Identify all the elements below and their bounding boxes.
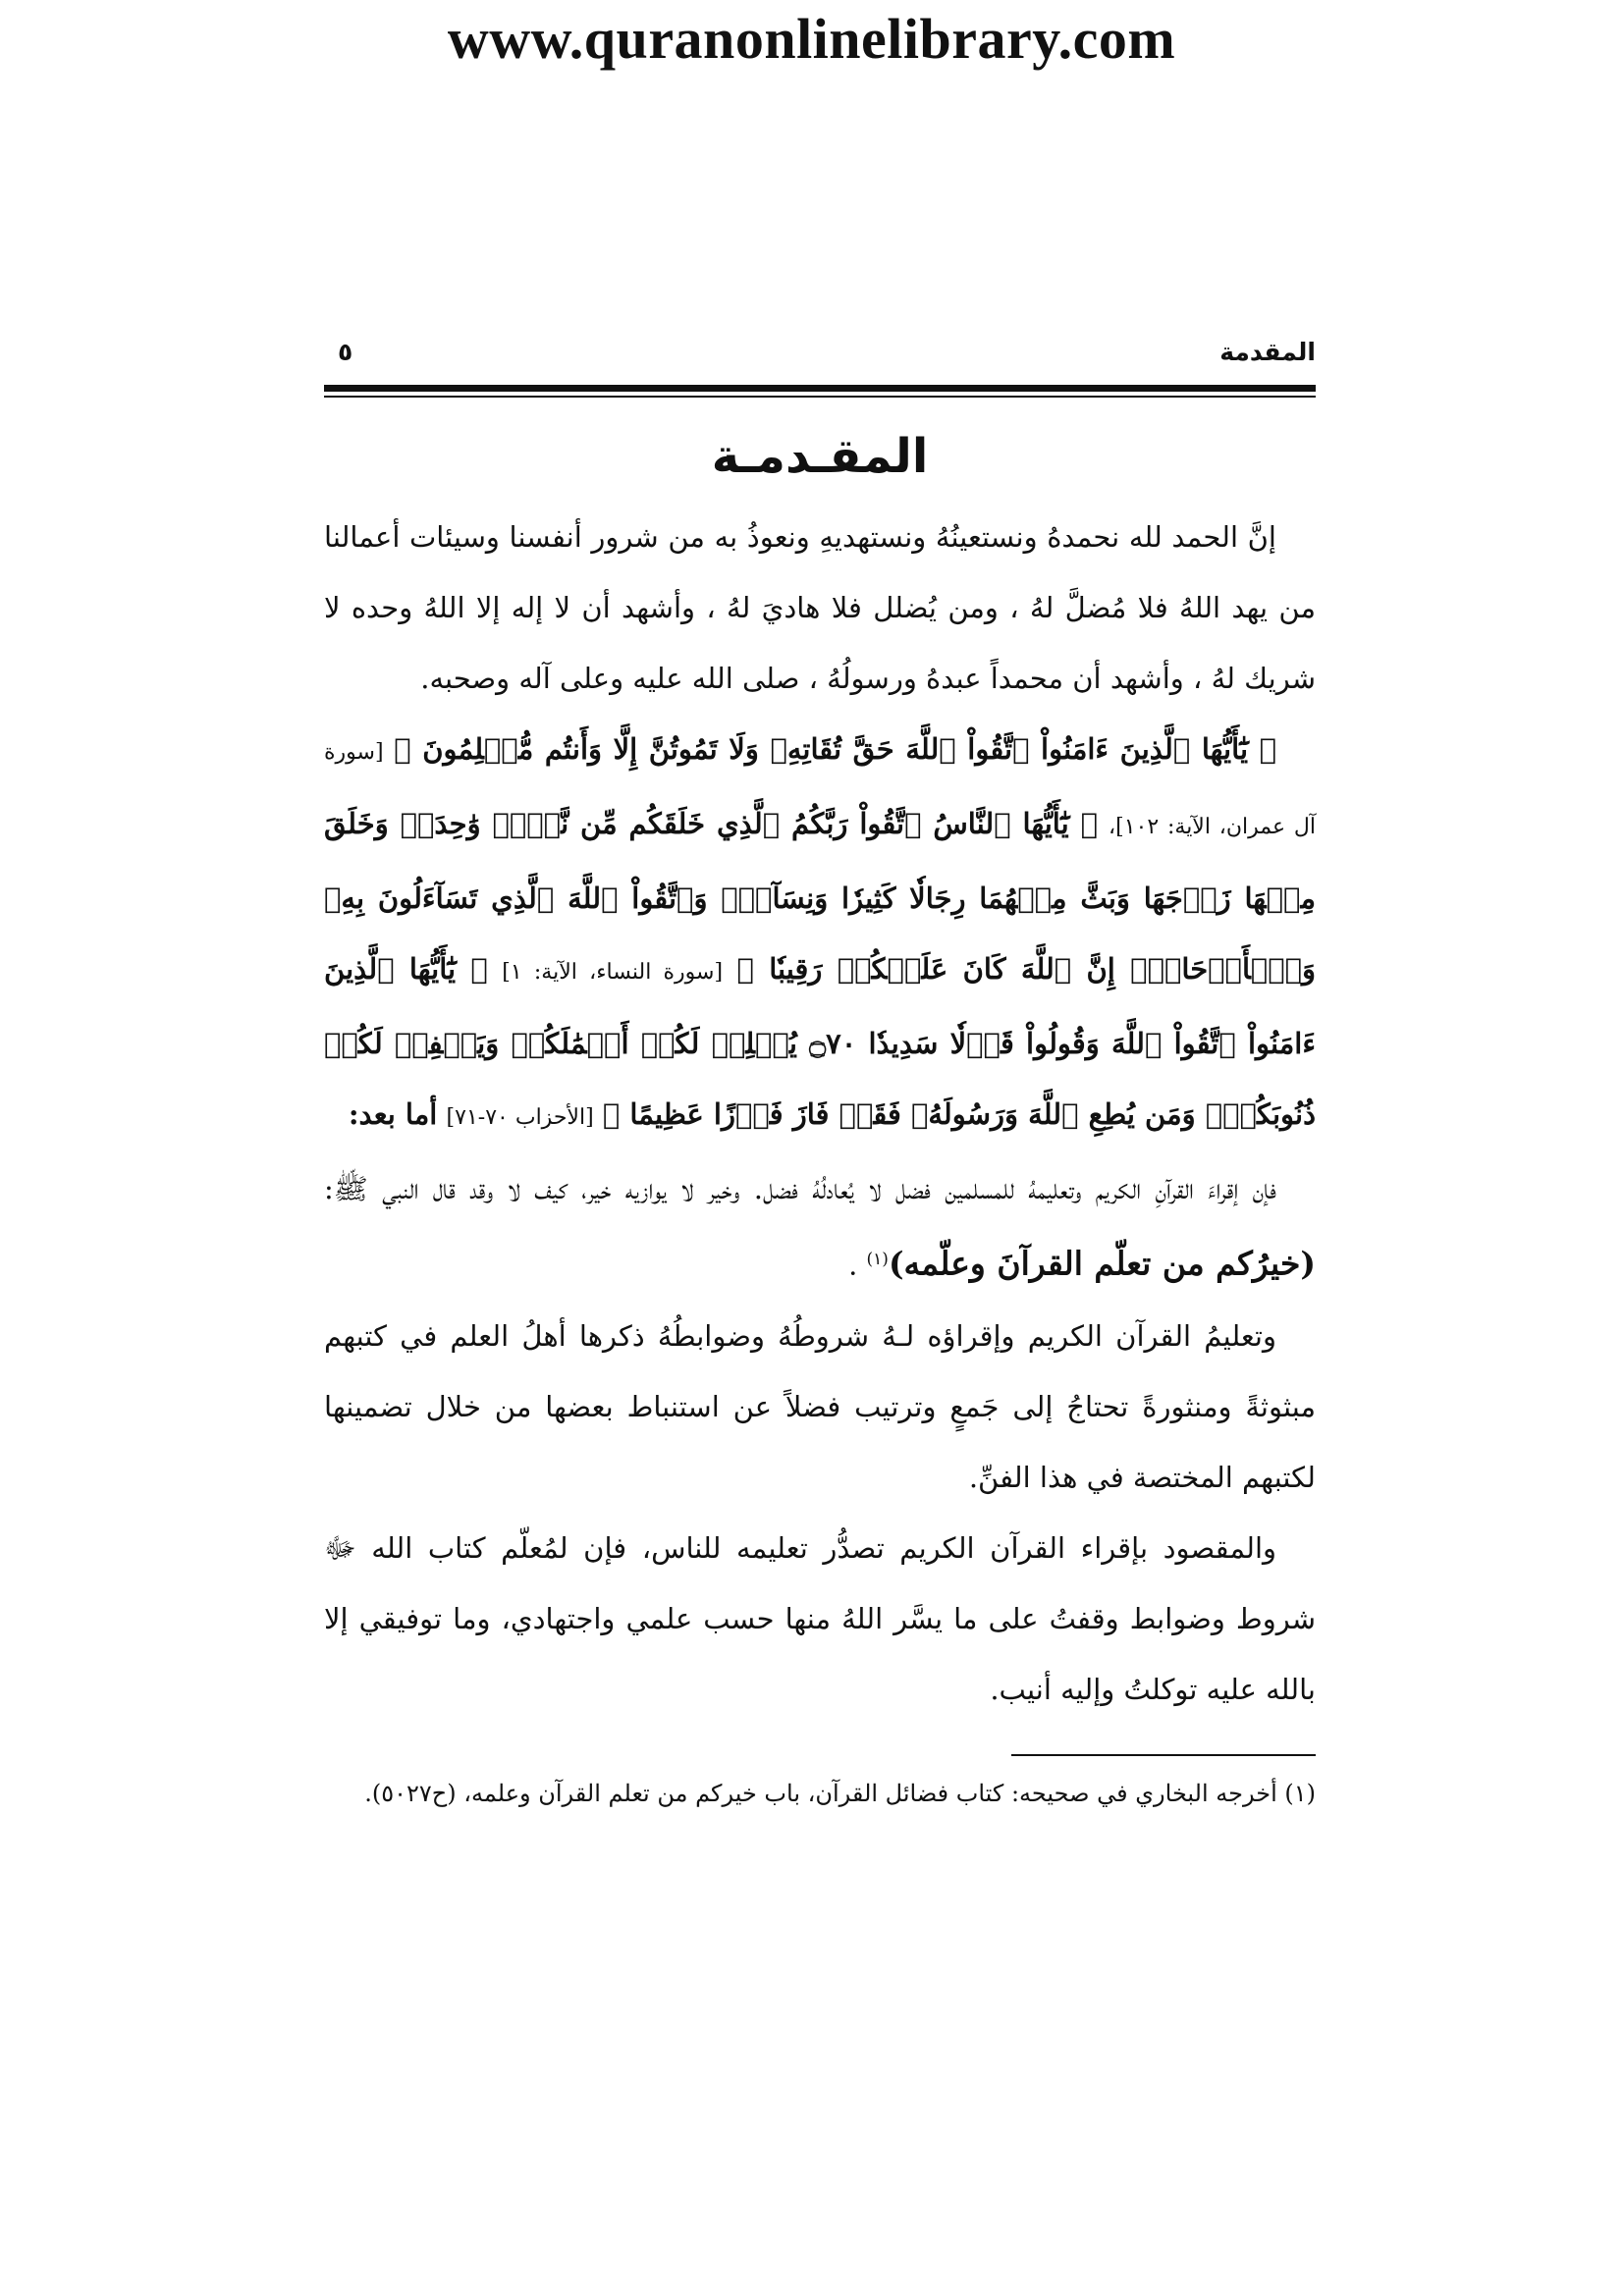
footnote-1: (١) أخرجه البخاري في صحيحه: كتاب فضائل القرآن، باب خيركم من تعلم القرآن وعلمه، (ح٥٠٢٧). <box>364 1779 1316 1807</box>
quran-verse-3: ﴿ يَٰٓأَيُّهَا ٱلَّذِينَ ءَامَنُواْ ٱتَّقُواْ ٱللَّهَ وَقُولُواْ قَوۡلٗا سَدِيدٗا ۝٧٠ يُصۡلِحۡ لَكُمۡ أَعۡمَٰلَكُمۡ وَيَغۡفِرۡ لَكُمۡ ذُنُوبَكُمۡۗ وَمَن يُطِعِ ٱللَّهَ وَرَسُولَهُۥ فَقَدۡ فَازَ فَوۡزًا عَظِيمًا ﴾ <box>324 952 1317 1131</box>
verse-reference-2: [سورة النساء، الآية: ١] <box>502 960 724 985</box>
running-title: المقدمة <box>1219 338 1316 366</box>
paragraph-purpose: والمقصود بإقراء القرآن الكريم تصدُّر تعليمه للناس، فإن لمُعلّم كتاب الله ﷻ شروط وضوابط وقفتُ على ما يسَّر اللهُ منها حسب علمي واجتهادي، وما توفيقي إلا بالله عليه توكلتُ وإليه أنيب. <box>324 1530 1316 1706</box>
header-rule-thick <box>324 385 1316 392</box>
footnote-marker: (١) <box>866 1250 889 1269</box>
site-url-watermark: www.quranonlinelibrary.com <box>447 7 1176 71</box>
running-header <box>324 324 1316 383</box>
amma-bad-heading: أما بعد: <box>348 1097 438 1131</box>
hadith-quote: (خيرُكم من تعلّم القرآنَ وعلّمه) <box>888 1244 1316 1283</box>
page-number: ٥ <box>338 338 353 366</box>
book-page <box>324 324 1316 1821</box>
chapter-title: المقـدمـة <box>711 429 929 484</box>
quran-verse-2: ﴿ يَٰٓأَيُّهَا ٱلنَّاسُ ٱتَّقُواْ رَبَّكُمُ ٱلَّذِي خَلَقَكُم مِّن نَّفۡسٖ وَٰحِدَةٖ وَخَلَقَ مِنۡهَا زَوۡجَهَا وَبَثَّ مِنۡهُمَا رِجَالٗا كَثِيرٗا وَنِسَآءٗۚ وَٱتَّقُواْ ٱللَّهَ ٱلَّذِي تَسَآءَلُونَ بِهِۦ وَٱلۡأَرۡحَامَۚ إِنَّ ٱللَّهَ كَانَ عَلَيۡكُمۡ رَقِيبٗا ﴾ <box>324 807 1317 986</box>
paragraph-virtue-text: فإن إقراءَ القرآنِ الكريم وتعليمهُ للمسلمين فضل لا يُعادلُهُ فضل. وخير لا يوازيه خير، كيف لا وقد قال النبي ﷺ: <box>324 1172 1276 1205</box>
footnote-separator <box>1011 1754 1316 1756</box>
paragraph-verses <box>324 714 1316 1153</box>
header-rule-thin <box>324 396 1316 398</box>
quran-verse-1: ﴿ يَٰٓأَيُّهَا ٱلَّذِينَ ءَامَنُواْ ٱتَّقُواْ ٱللَّهَ حَقَّ تُقَاتِهِۦ وَلَا تَمُوتُنَّ إِلَّا وَأَنتُم مُّسۡلِمُونَ ﴾ <box>394 732 1277 766</box>
paragraph-conditions: وتعليمُ القرآن الكريم وإقراؤه لـهُ شروطُهُ وضوابطُهُ ذكرها أهلُ العلم في كتبهم مبثوثةً ومنثورةً تحتاجُ إلى جَمعٍ وترتيب فضلاً عن استنباط بعضها من خلال تضمينها لكتبهم المختصة في هذا الفنِّ. <box>324 1318 1316 1494</box>
paragraph-opening: إنَّ الحمد لله نحمدهُ ونستعينُهُ ونستهديهِ ونعوذُ به من شرور أنفسنا وسيئات أعمالنا من يهد اللهُ فلا مُضلَّ لهُ ، ومن يُضلل فلا هاديَ لهُ ، وأشهد أن لا إله إلا اللهُ وحده لا شريك لهُ ، وأشهد أن محمداً عبدهُ ورسولُهُ ، صلى الله عليه وعلى آله وصحبه. <box>324 520 1316 695</box>
verse-reference-1: [سورة آل عمران، الآية: ١٠٢]، <box>324 740 1317 839</box>
verse-reference-3: [الأحزاب ٧٠-٧١] <box>446 1105 594 1130</box>
paragraph-virtue: فإن إقراءَ القرآنِ الكريم وتعليمهُ للمسلمين فضل لا يُعادلُهُ فضل. وخير لا يوازيه خير، كيف لا وقد قال النبي ﷺ: (خيرُكم من تعلّم القرآنَ وعلّمه)$^{(١)}$ . <box>324 1172 1316 1283</box>
